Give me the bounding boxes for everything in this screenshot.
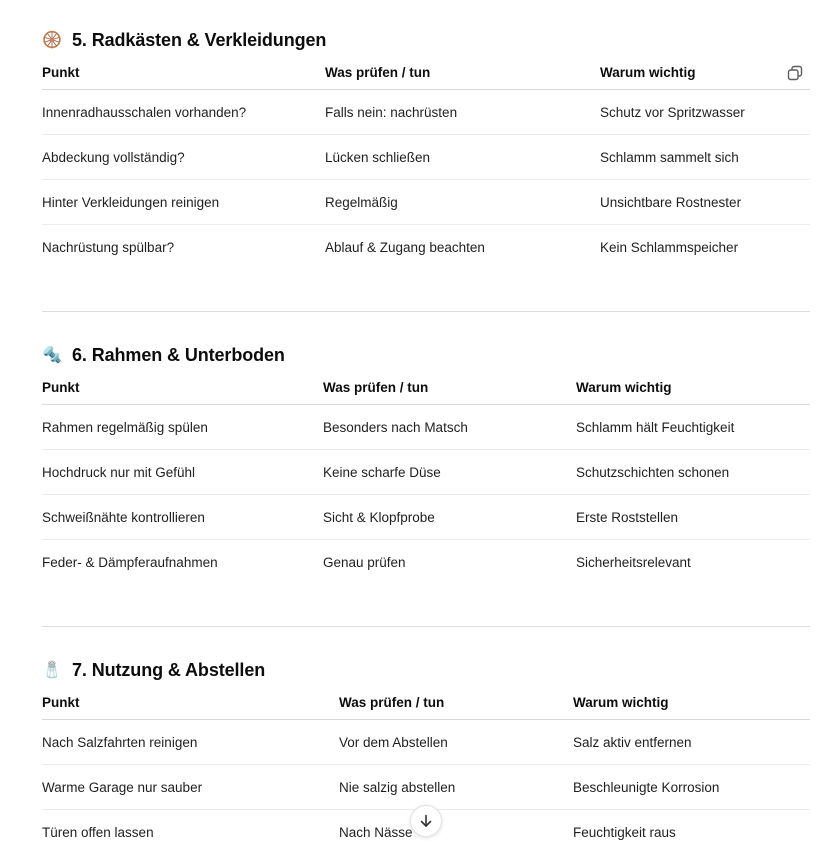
table-header (42, 56, 810, 90)
cell-was: Nach Nässe (339, 825, 413, 840)
section-title-text: 6. Rahmen & Unterboden (72, 344, 285, 365)
table-row (42, 135, 810, 180)
cell-warum: Schlamm hält Feuchtigkeit (576, 420, 735, 435)
copy-icon[interactable] (786, 64, 804, 82)
table-row (42, 405, 810, 450)
cell-was: Ablauf & Zugang beachten (325, 240, 485, 255)
table-row (42, 720, 810, 765)
section-title (42, 28, 326, 52)
cell-warum: Erste Roststellen (576, 510, 679, 525)
scroll-to-bottom-button[interactable] (410, 805, 442, 837)
cell-punkt: Hinter Verkleidungen reinigen (42, 195, 220, 210)
cell-was: Regelmäßig (325, 195, 398, 210)
header-warum: Warum wichtig (576, 380, 672, 395)
section-divider (42, 626, 810, 627)
header-was: Was prüfen / tun (325, 65, 431, 80)
cell-was: Keine scharfe Düse (323, 465, 441, 480)
cell-punkt: Türen offen lassen (42, 825, 154, 840)
cell-punkt: Nach Salzfahrten reinigen (42, 735, 198, 750)
section-title-text: 7. Nutzung & Abstellen (72, 659, 266, 680)
cell-warum: Feuchtigkeit raus (573, 825, 676, 840)
header-punkt: Punkt (42, 380, 80, 395)
cell-punkt: Warme Garage nur sauber (42, 780, 203, 795)
cell-was: Sicht & Klopfprobe (323, 510, 435, 525)
header-was: Was prüfen / tun (339, 695, 445, 710)
section-divider (42, 311, 810, 312)
table-row (42, 765, 810, 810)
section-title (42, 343, 285, 367)
cell-was: Genau prüfen (323, 555, 406, 570)
header-warum: Warum wichtig (600, 65, 696, 80)
cell-was: Nie salzig abstellen (339, 780, 456, 795)
cell-punkt: Innenradhausschalen vorhanden? (42, 105, 247, 120)
cell-warum: Salz aktiv entfernen (573, 735, 692, 750)
section-title-text: 5. Radkästen & Verkleidungen (72, 29, 327, 50)
cell-was: Besonders nach Matsch (323, 420, 468, 435)
cell-punkt: Abdeckung vollständig? (42, 150, 185, 165)
table-row (42, 225, 810, 270)
table-row (42, 540, 810, 585)
cell-punkt: Nachrüstung spülbar? (42, 240, 175, 255)
table-row (42, 90, 810, 135)
table-row (42, 495, 810, 540)
wheel-icon: 🛞 (42, 32, 62, 49)
table-header (42, 371, 810, 405)
table-row (42, 450, 810, 495)
cell-punkt: Schweißnähte kontrollieren (42, 510, 205, 525)
header-punkt: Punkt (42, 65, 80, 80)
cell-was: Lücken schließen (325, 150, 431, 165)
table-row (42, 180, 810, 225)
header-warum: Warum wichtig (573, 695, 669, 710)
header-punkt: Punkt (42, 695, 80, 710)
cell-warum: Sicherheitsrelevant (576, 555, 691, 570)
bolt-icon: 🔩 (42, 347, 62, 364)
table-radkaesten (42, 56, 810, 270)
cell-was: Vor dem Abstellen (339, 735, 448, 750)
cell-was: Falls nein: nachrüsten (325, 105, 458, 120)
cell-punkt: Feder- & Dämpferaufnahmen (42, 555, 218, 570)
cell-warum: Kein Schlammspeicher (600, 240, 739, 255)
cell-punkt: Hochdruck nur mit Gefühl (42, 465, 196, 480)
cell-warum: Unsichtbare Rostnester (600, 195, 742, 210)
cell-warum: Schlamm sammelt sich (600, 150, 739, 165)
header-was: Was prüfen / tun (323, 380, 429, 395)
cell-punkt: Rahmen regelmäßig spülen (42, 420, 208, 435)
cell-warum: Beschleunigte Korrosion (573, 780, 720, 795)
table-rahmen (42, 371, 810, 585)
table-header (42, 686, 810, 720)
arrow-down-icon (418, 813, 434, 829)
salt-icon: 🧂 (42, 662, 62, 679)
cell-warum: Schutz vor Spritzwasser (600, 105, 745, 120)
section-title (42, 658, 265, 682)
cell-warum: Schutzschichten schonen (576, 465, 730, 480)
